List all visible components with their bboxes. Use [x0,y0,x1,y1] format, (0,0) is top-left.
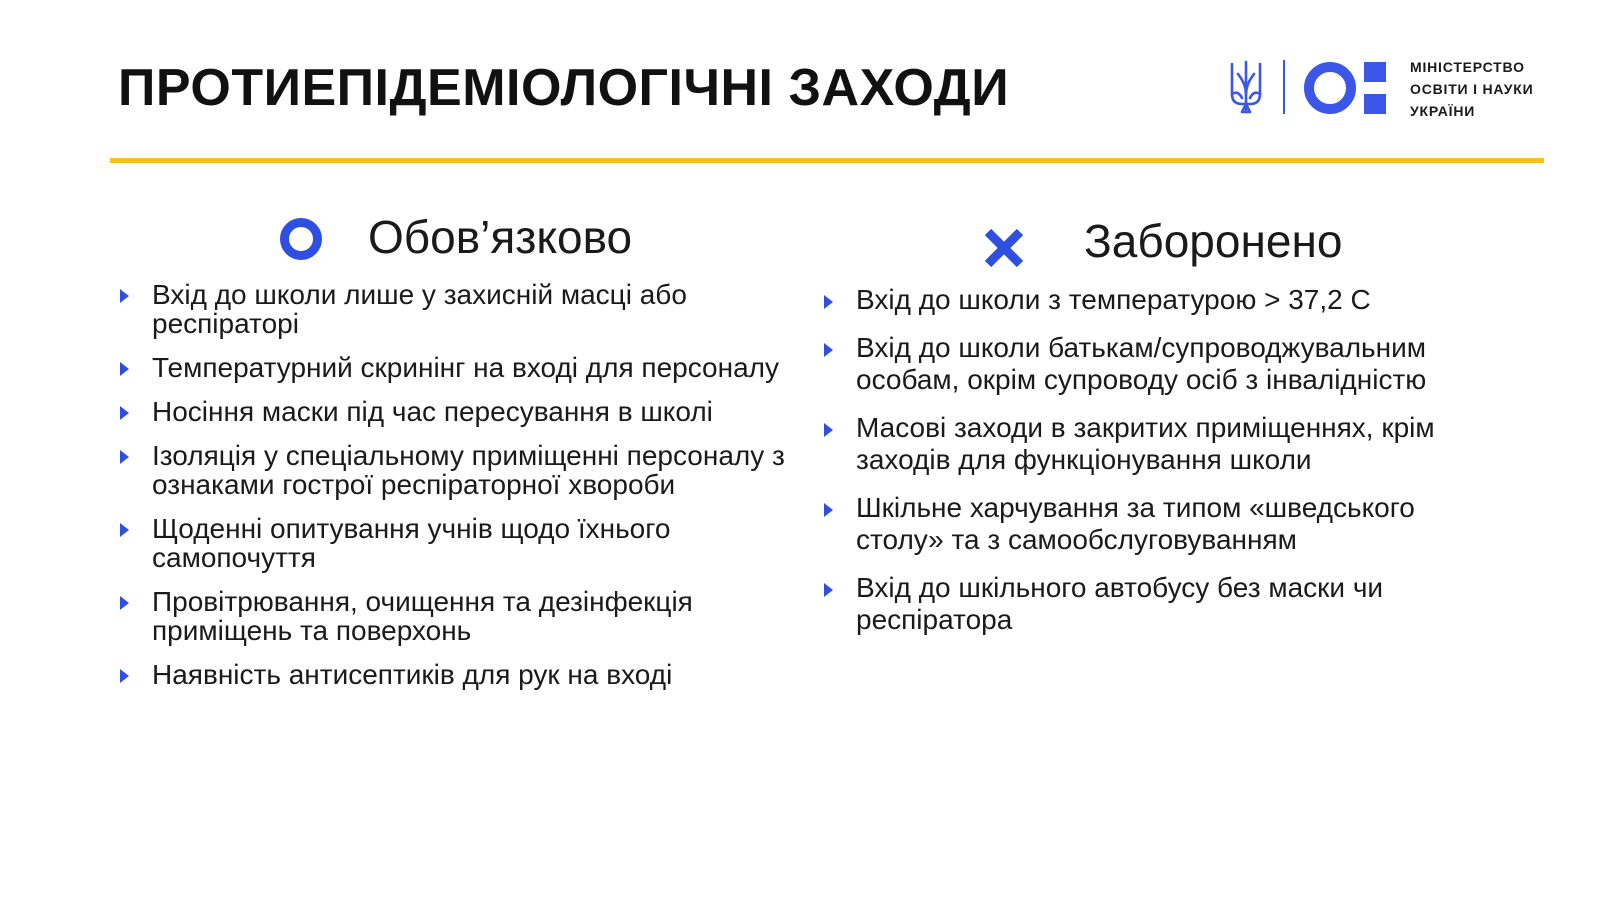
list-item [822,412,1502,476]
bullet-arrow-icon [120,450,129,464]
list-item-text: Ізоляція у спеціальному приміщенні персоналу з ознаками гострої респіраторної хвороби [152,440,785,500]
cross-icon [982,226,1026,270]
list-item [118,514,798,572]
list-item [822,332,1502,396]
logo-divider [1283,60,1285,114]
mon-logo-mark-icon [1302,60,1394,116]
bullet-arrow-icon [120,523,129,537]
list-item-text: Вхід до шкільного автобусу без маски чи респіратора [856,572,1384,635]
bullet-arrow-icon [824,503,833,517]
mandatory-header [118,210,798,270]
list-item [822,492,1502,556]
bullet-arrow-icon [824,583,833,597]
bullet-arrow-icon [824,423,833,437]
list-item-text: Вхід до школи з температурою > 37,2 С [856,284,1371,315]
mandatory-list [118,280,798,689]
list-item [118,353,798,382]
page-title: ПРОТИЕПІДЕМІОЛОГІЧНІ ЗАХОДИ [118,59,1010,117]
list-item-text: Вхід до школи батькам/супроводжувальним особам, окрім супроводу осіб з інвалідністю [856,332,1427,395]
bullet-arrow-icon [120,669,129,683]
list-item-text: Наявність антисептиків для рук на вході [152,659,673,690]
logo-line-3: УКРАЇНИ [1410,103,1476,119]
list-item-text: Масові заходи в закритих приміщеннях, крім заходів для функціонування школи [856,412,1435,475]
list-item-text: Шкільне харчування за типом «шведського столу» та з самообслуговуванням [856,492,1415,555]
logo-text [1410,56,1534,122]
list-item [118,441,798,499]
list-item-text: Температурний скринінг на вході для персоналу [152,352,779,383]
list-item [118,660,798,689]
title-divider [110,158,1544,163]
mandatory-column [118,210,798,704]
logo-line-2: ОСВІТИ І НАУКИ [1410,81,1534,97]
bullet-arrow-icon [120,362,129,376]
bullet-arrow-icon [824,343,833,357]
list-item [822,572,1502,636]
bullet-arrow-icon [120,406,129,420]
bullet-arrow-icon [120,289,129,303]
list-item [118,280,798,338]
bullet-arrow-icon [824,295,833,309]
list-item-text: Щоденні опитування учнів щодо їхнього самопочуття [152,513,671,573]
list-item [118,587,798,645]
list-item [118,397,798,426]
forbidden-list [822,284,1502,636]
forbidden-column [822,212,1502,652]
mandatory-heading: Обов’язково [368,211,633,263]
list-item-text: Вхід до школи лише у захисній масці або респіраторі [152,279,687,339]
logo-line-1: МІНІСТЕРСТВО [1410,59,1525,75]
ministry-logo [1228,56,1558,118]
trident-icon [1228,60,1264,114]
forbidden-heading: Заборонено [1084,215,1343,267]
list-item-text: Провітрювання, очищення та дезінфекція приміщень та поверхонь [152,586,693,646]
forbidden-header [822,212,1502,272]
list-item [822,284,1502,316]
circle-icon [278,216,324,262]
list-item-text: Носіння маски під час пересування в школі [152,396,713,427]
bullet-arrow-icon [120,596,129,610]
